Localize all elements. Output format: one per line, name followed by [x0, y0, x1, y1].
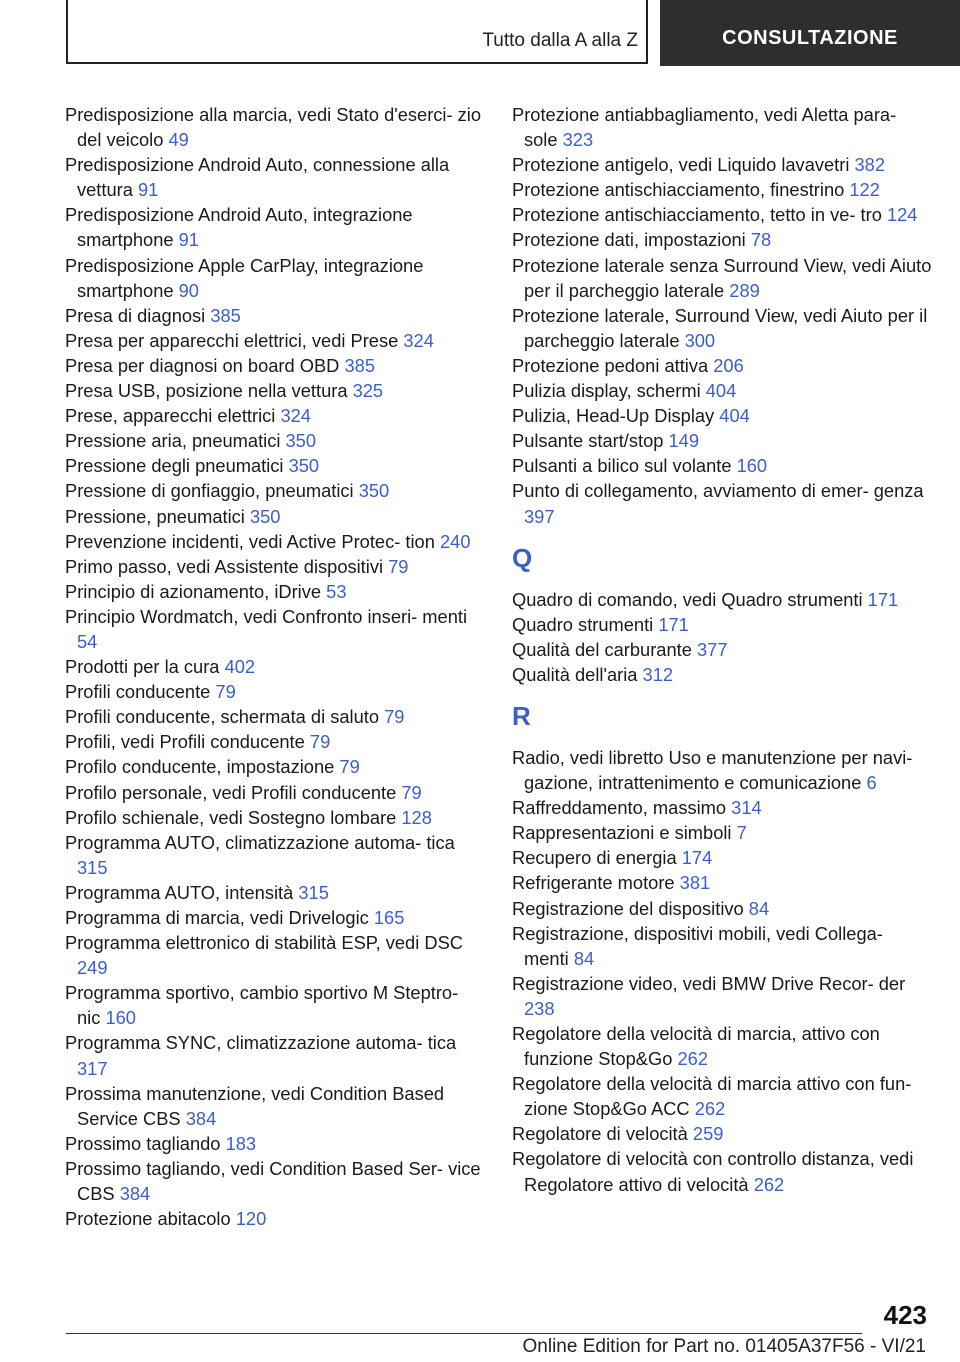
- index-entry-text: Prossima manutenzione, vedi Condition Based Service CBS: [65, 1082, 445, 1129]
- index-entry-text: Protezione antischiacciamento, tetto in ve- tro: [512, 204, 882, 226]
- index-entry: [512, 1146, 932, 1196]
- index-entry: [65, 729, 485, 754]
- header-rule-divider: [646, 0, 648, 64]
- page-reference-link[interactable]: 120: [235, 1208, 267, 1230]
- index-group-p: [512, 102, 932, 529]
- index-entry-text: Protezione abitacolo: [65, 1208, 231, 1230]
- page-reference-link[interactable]: 381: [679, 872, 711, 894]
- index-entry-text: Protezione antischiacciamento, finestrino: [512, 179, 845, 201]
- index-letter-q: Q: [512, 542, 533, 573]
- page-reference-link[interactable]: 377: [696, 638, 728, 660]
- index-entry-text: Programma elettronico di stabilità ESP, vedi DSC: [65, 932, 463, 954]
- page-reference-link[interactable]: 262: [753, 1173, 785, 1195]
- page-reference-link[interactable]: 240: [439, 530, 471, 552]
- page-reference-link[interactable]: 262: [677, 1048, 708, 1070]
- index-entry-text: Protezione dati, impostazioni: [512, 229, 746, 251]
- index-entry: [512, 971, 932, 1021]
- page-reference-link[interactable]: 91: [178, 229, 199, 251]
- index-group-q: [512, 587, 932, 687]
- index-entry-text: Regolatore di velocità: [512, 1123, 688, 1145]
- index-entry-text: Protezione laterale, Surround View, vedi Aiuto per il parcheggio laterale: [512, 304, 928, 351]
- index-entry: [65, 1131, 485, 1156]
- index-entry: [65, 428, 485, 453]
- index-entry-text: Recupero di energia: [512, 847, 677, 869]
- index-entry: [512, 1071, 932, 1121]
- page-reference-link[interactable]: 90: [178, 279, 199, 301]
- index-entry-text: Protezione antiabbagliamento, vedi Aletta para- sole: [512, 104, 897, 151]
- index-entry-text: Pulsanti a bilico sul volante: [512, 455, 732, 477]
- page-reference-link[interactable]: 7: [736, 822, 747, 844]
- index-entry-text: Prevenzione incidenti, vedi Active Protec- tion: [65, 530, 435, 552]
- index-group-r: [512, 745, 932, 1197]
- page-reference-link[interactable]: 6: [866, 772, 877, 794]
- page-reference-link[interactable]: 49: [168, 129, 189, 151]
- index-entry: [65, 830, 485, 880]
- index-entry-text: Predisposizione alla marcia, vedi Stato d'eserci- zio del veicolo: [65, 104, 482, 151]
- index-entry: [65, 504, 485, 529]
- index-entry-text: Prossimo tagliando: [65, 1132, 221, 1154]
- index-column-right: [512, 102, 932, 1197]
- index-entry-text: Presa per apparecchi elettrici, vedi Prese: [65, 329, 399, 351]
- index-entry: [512, 177, 932, 202]
- page-reference-link[interactable]: 384: [119, 1183, 151, 1205]
- page-reference-link[interactable]: 404: [705, 380, 737, 402]
- index-entry: [512, 921, 932, 971]
- index-entry: [512, 102, 932, 152]
- page-reference-link[interactable]: 262: [694, 1098, 726, 1120]
- index-entry: [512, 745, 932, 795]
- index-entry-text: Programma AUTO, climatizzazione automa- tica: [65, 831, 455, 853]
- page-number: 423: [883, 1300, 927, 1330]
- page-reference-link[interactable]: 79: [309, 731, 331, 753]
- index-entry: [65, 1206, 485, 1231]
- index-entry: [512, 353, 932, 378]
- index-entry-text: Profilo schienale, vedi Sostegno lombare: [65, 806, 397, 828]
- index-entry-text: Profili conducente, schermata di saluto: [65, 706, 379, 728]
- page-reference-link[interactable]: 397: [524, 505, 555, 527]
- page-reference-link[interactable]: 79: [215, 681, 236, 703]
- index-entry-text: Programma sportivo, cambio sportivo M Steptro- nic: [65, 982, 459, 1029]
- index-entry: [512, 820, 932, 845]
- index-entry-text: Pressione di gonfiaggio, pneumatici: [65, 480, 354, 502]
- page-reference-link[interactable]: 149: [668, 430, 700, 452]
- index-entry-text: Programma AUTO, intensità: [65, 881, 294, 903]
- index-entry: [65, 930, 485, 980]
- index-entry-text: Programma SYNC, climatizzazione automa- tica: [65, 1032, 457, 1054]
- page-reference-link[interactable]: 53: [326, 580, 347, 602]
- page-reference-link[interactable]: 165: [373, 907, 405, 928]
- page-reference-link[interactable]: 183: [225, 1132, 257, 1154]
- index-entry-text: Programma di marcia, vedi Drivelogic: [65, 907, 369, 928]
- index-entry: [65, 654, 485, 679]
- index-entry: [65, 353, 485, 378]
- chapter-tab[interactable]: [660, 0, 960, 66]
- page-reference-link[interactable]: 385: [210, 304, 241, 326]
- index-entry-text: Pressione degli pneumatici: [65, 455, 284, 477]
- index-entry: [65, 378, 485, 403]
- index-entry: [65, 529, 485, 554]
- index-entry-text: Radio, vedi libretto Uso e manutenzione per navi- gazione, intrattenimento e comunicazione: [512, 746, 913, 794]
- index-entry-text: Presa di diagnosi: [65, 304, 206, 326]
- page-reference-link[interactable]: 325: [352, 380, 384, 402]
- index-entry-text: Registrazione, dispositivi mobili, vedi Collega- menti: [512, 922, 883, 969]
- page-reference-link[interactable]: 317: [77, 1057, 108, 1079]
- chapter-tab-label: CONSULTAZIONE: [722, 26, 898, 49]
- index-entry-text: Pressione, pneumatici: [65, 505, 245, 527]
- index-entry-text: Predisposizione Android Auto, integrazione smartphone: [65, 204, 413, 251]
- index-entry-text: Presa USB, posizione nella vettura: [65, 380, 348, 402]
- index-entry: [512, 637, 932, 662]
- index-entry-text: Prodotti per la cura: [65, 656, 220, 678]
- page-reference-link[interactable]: 171: [658, 613, 689, 635]
- index-entry: [65, 253, 485, 303]
- page-reference-link[interactable]: 84: [573, 947, 595, 969]
- page-reference-link[interactable]: 259: [692, 1123, 724, 1145]
- index-entry: [512, 453, 932, 478]
- page-reference-link[interactable]: 160: [736, 455, 768, 477]
- page-reference-link[interactable]: 206: [713, 354, 744, 376]
- index-entry: [512, 870, 932, 895]
- index-entry-text: Registrazione video, vedi BMW Drive Recor- der: [512, 972, 906, 994]
- page-reference-link[interactable]: 78: [750, 229, 772, 251]
- index-entry: [65, 579, 485, 604]
- page-reference-link[interactable]: 79: [339, 756, 360, 778]
- index-entry-text: Quadro di comando, vedi Quadro strumenti: [512, 588, 863, 610]
- index-entry: [512, 478, 932, 528]
- page-reference-link[interactable]: 350: [285, 430, 317, 452]
- index-entry-text: Profilo conducente, impostazione: [65, 756, 335, 778]
- index-column-left: [65, 102, 485, 1231]
- index-entry-text: Profilo personale, vedi Profili conducente: [65, 781, 397, 803]
- index-entry-text: Presa per diagnosi on board OBD: [65, 354, 340, 376]
- index-entry: [65, 754, 485, 779]
- index-entry-text: Qualità del carburante: [512, 638, 692, 660]
- index-entry: [512, 202, 932, 227]
- page-reference-link[interactable]: 324: [280, 405, 311, 427]
- index-letter-r: R: [512, 700, 531, 731]
- page-reference-link[interactable]: 160: [105, 1007, 136, 1029]
- index-entry: [65, 805, 485, 830]
- index-entry: [65, 604, 485, 654]
- header-rule-bottom: [66, 62, 648, 64]
- index-entry: [512, 587, 932, 612]
- index-entry: [65, 328, 485, 353]
- page-reference-link[interactable]: 350: [288, 455, 320, 477]
- index-entry-text: Regolatore della velocità di marcia, attivo con funzione Stop&Go: [512, 1023, 880, 1070]
- index-entry: [65, 905, 485, 930]
- footer-edition: Online Edition for Part no. 01405A37F56 - VI/21: [522, 1336, 926, 1357]
- index-entry-text: Primo passo, vedi Assistente dispositivi: [65, 555, 384, 577]
- page-reference-link[interactable]: 84: [748, 897, 770, 919]
- index-entry-text: Protezione pedoni attiva: [512, 354, 709, 376]
- index-entry-text: Qualità dell'aria: [512, 663, 638, 685]
- index-entry: [65, 1156, 485, 1206]
- index-entry: [512, 795, 932, 820]
- index-entry: [65, 980, 485, 1030]
- page-reference-link[interactable]: 79: [401, 781, 422, 803]
- index-entry: [512, 227, 932, 252]
- index-entry: [512, 612, 932, 637]
- index-entry: [65, 102, 485, 152]
- page-reference-link[interactable]: 128: [401, 806, 432, 828]
- index-entry-text: Registrazione del dispositivo: [512, 897, 744, 919]
- index-entry: [512, 662, 932, 687]
- index-entry-text: Refrigerante motore: [512, 872, 675, 894]
- index-entry-text: Regolatore della velocità di marcia attivo con fun- zione Stop&Go ACC: [512, 1073, 912, 1120]
- index-entry-text: Predisposizione Apple CarPlay, integrazione smartphone: [65, 254, 424, 301]
- index-entry-text: Rappresentazioni e simboli: [512, 822, 732, 844]
- page-reference-link[interactable]: 54: [77, 630, 98, 652]
- index-entry: [512, 1021, 932, 1071]
- index-entry-text: Regolatore di velocità con controllo distanza, vedi Regolatore attivo di velocità: [512, 1148, 914, 1195]
- index-entry: [512, 1121, 932, 1146]
- index-entry: [65, 453, 485, 478]
- index-entry: [65, 554, 485, 579]
- page-reference-link[interactable]: 385: [344, 354, 375, 376]
- index-entry-text: Profili conducente: [65, 681, 211, 703]
- index-entry: [512, 403, 932, 428]
- index-entry: [512, 152, 932, 177]
- page-reference-link[interactable]: 171: [867, 588, 899, 610]
- page-reference-link[interactable]: 315: [298, 881, 329, 903]
- index-entry-text: Pressione aria, pneumatici: [65, 430, 281, 452]
- page-reference-link[interactable]: 174: [681, 847, 713, 869]
- index-entry: [65, 1030, 485, 1080]
- index-entry-text: Protezione laterale senza Surround View, vedi Aiuto per il parcheggio laterale: [512, 254, 932, 301]
- index-entry: [512, 378, 932, 403]
- index-entry: [65, 303, 485, 328]
- page-reference-link[interactable]: 79: [388, 555, 409, 577]
- index-entry: [512, 896, 932, 921]
- page-reference-link[interactable]: 382: [854, 154, 886, 176]
- index-entry: [65, 1081, 485, 1131]
- index-entry-text: Pulsante start/stop: [512, 430, 664, 452]
- index-entry-text: Principio di azionamento, iDrive: [65, 580, 322, 602]
- page-reference-link[interactable]: 323: [562, 129, 594, 151]
- index-entry: [65, 403, 485, 428]
- index-entry-text: Quadro strumenti: [512, 613, 654, 635]
- index-entry: [65, 880, 485, 905]
- page-reference-link[interactable]: 122: [849, 179, 880, 201]
- index-entry: [65, 202, 485, 252]
- page-reference-link[interactable]: 312: [642, 663, 674, 685]
- footer-rule: [66, 1333, 862, 1334]
- index-entry-text: Punto di collegamento, avviamento di emer- genza: [512, 480, 924, 502]
- page-reference-link[interactable]: 404: [719, 405, 750, 427]
- page-reference-link[interactable]: 402: [224, 656, 256, 678]
- index-entry-text: Prese, apparecchi elettrici: [65, 405, 276, 427]
- page-reference-link[interactable]: 384: [185, 1107, 217, 1129]
- page-reference-link[interactable]: 350: [358, 480, 390, 502]
- index-entry: [512, 428, 932, 453]
- index-entry: [65, 704, 485, 729]
- index-entry: [512, 303, 932, 353]
- index-entry-text: Protezione antigelo, vedi Liquido lavavetri: [512, 154, 850, 176]
- page-reference-link[interactable]: 79: [384, 706, 405, 728]
- page-reference-link[interactable]: 249: [77, 957, 108, 979]
- page-reference-link[interactable]: 314: [731, 797, 762, 819]
- page-reference-link[interactable]: 324: [403, 329, 434, 351]
- index-entry-text: Raffreddamento, massimo: [512, 797, 727, 819]
- index-entry: [65, 152, 485, 202]
- page-reference-link[interactable]: 238: [524, 997, 555, 1019]
- index-entry-text: Principio Wordmatch, vedi Confronto inseri- menti: [65, 605, 468, 627]
- index-entry: [512, 253, 932, 303]
- index-entry-text: Pulizia, Head-Up Display: [512, 405, 715, 427]
- index-entry-text: Predisposizione Android Auto, connessione alla vettura: [65, 154, 450, 201]
- header-rule-left: [66, 0, 68, 64]
- page-reference-link[interactable]: 289: [729, 279, 760, 301]
- index-entry: [65, 478, 485, 503]
- section-title: Tutto dalla A alla Z: [482, 30, 638, 51]
- page-reference-link[interactable]: 300: [684, 329, 716, 351]
- index-entry-text: Prossimo tagliando, vedi Condition Based Ser- vice CBS: [65, 1157, 481, 1205]
- page-reference-link[interactable]: 350: [249, 505, 281, 527]
- page-reference-link[interactable]: 124: [886, 204, 918, 226]
- index-entry-text: Profili, vedi Profili conducente: [65, 731, 305, 753]
- index-entry: [65, 679, 485, 704]
- index-entry: [512, 845, 932, 870]
- page-reference-link[interactable]: 91: [137, 179, 159, 201]
- index-entry: [65, 780, 485, 805]
- page-reference-link[interactable]: 315: [77, 856, 108, 878]
- index-entry-text: Pulizia display, schermi: [512, 380, 701, 402]
